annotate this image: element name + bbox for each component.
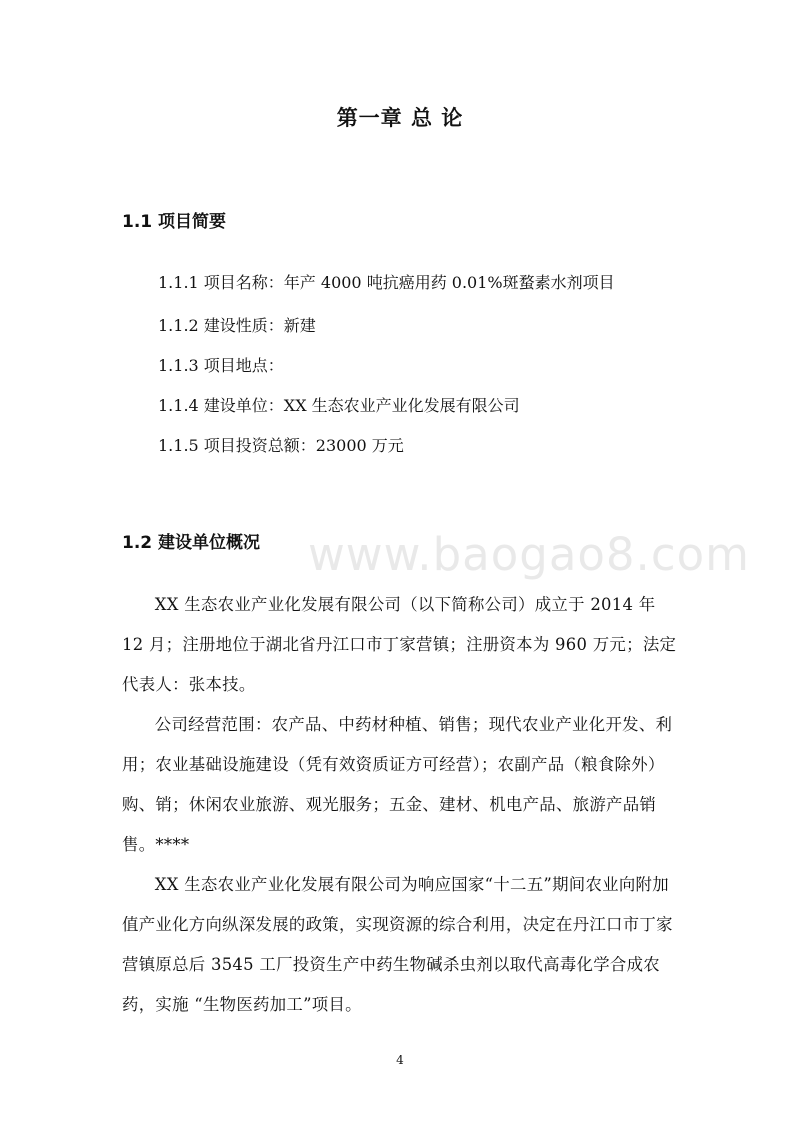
- total-investment-item: 1.1.5 项目投资总额：23000 万元: [158, 436, 404, 455]
- project-location-item: 1.1.3 项目地点：: [158, 356, 284, 375]
- page-number: 4: [396, 1053, 404, 1067]
- watermark: www.baogao8.com: [308, 528, 750, 581]
- section-heading-1-2: 1.2 建设单位概况: [122, 533, 261, 553]
- section-heading-1-1: 1.1 项目简要: [122, 212, 227, 232]
- project-background-paragraph: XX 生态农业产业化发展有限公司为响应国家“十二五”期间农业向附加值产业化方向纵深发展的政策，实现资源的综合利用，决定在丹江口市丁家营镇原总后 3545 工厂投资生产中药生物碱杀虫剂以取代高毒化学合成农药，实施 “生物医药加工”项目。: [122, 875, 673, 1014]
- construction-unit-item: 1.1.4 建设单位：XX 生态农业产业化发展有限公司: [158, 396, 520, 415]
- business-scope-paragraph: 公司经营范围：农产品、中药材种植、销售；现代农业产业化开发、利用；农业基础设施建设（凭有效资质证方可经营）；农副产品（粮食除外）购、销；休闲农业旅游、观光服务；五金、建材、机电产品、旅游产品销售。****: [122, 715, 673, 854]
- company-intro-paragraph: XX 生态农业产业化发展有限公司（以下简称公司）成立于 2014 年 12 月；注册地位于湖北省丹江口市丁家营镇；注册资本为 960 万元；法定代表人：张本技。: [122, 595, 677, 694]
- project-name-item: 1.1.1 项目名称：年产 4000 吨抗癌用药 0.01%斑蝥素水剂项目: [158, 273, 615, 292]
- construction-nature-item: 1.1.2 建设性质：新建: [158, 316, 316, 335]
- chapter-title: 第一章 总 论: [336, 106, 464, 130]
